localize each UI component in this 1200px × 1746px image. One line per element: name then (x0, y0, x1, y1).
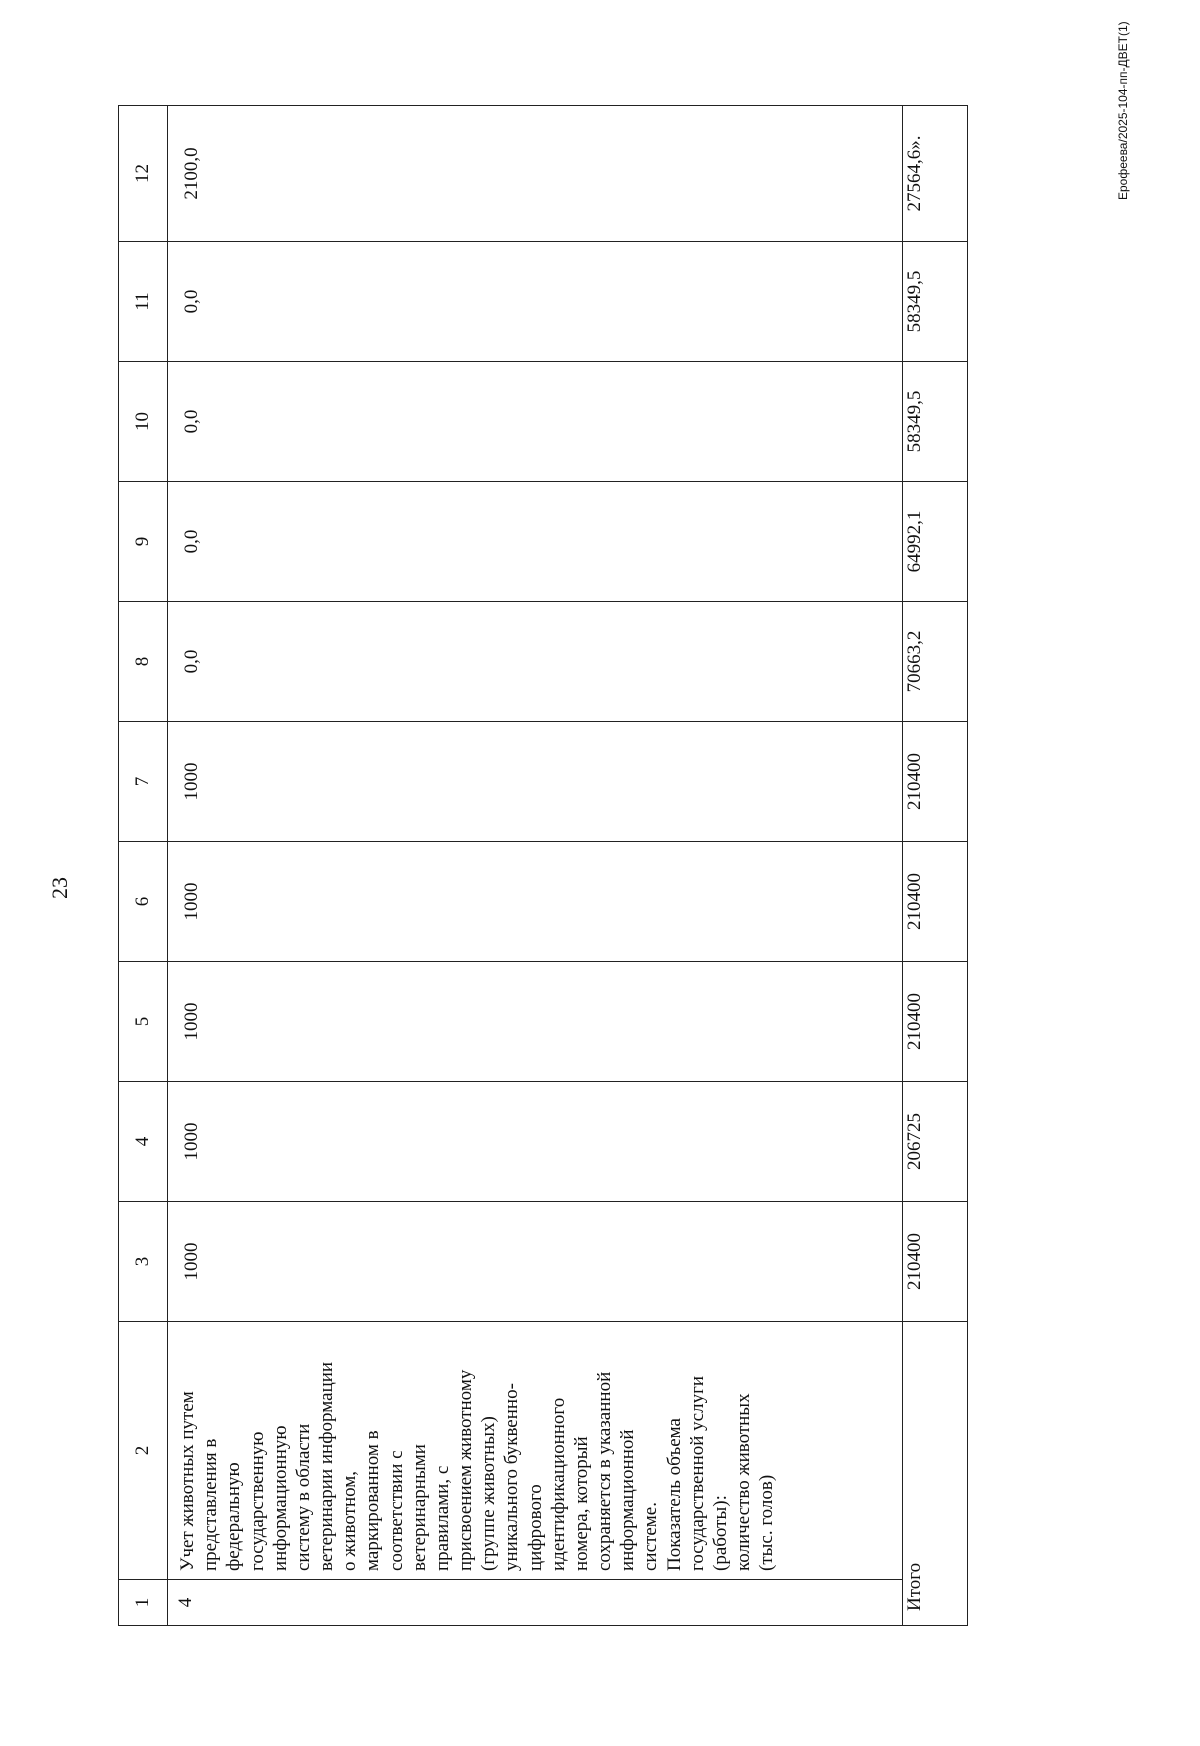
total-cell-8: 70663,2 (903, 602, 968, 722)
total-cell-3: 210400 (903, 1202, 968, 1322)
col-header-1: 1 (119, 1580, 168, 1626)
value-cell-3: 1000 (168, 1202, 903, 1322)
col-header-6: 6 (119, 842, 168, 962)
col-header-11: 11 (119, 242, 168, 362)
total-cell-5: 210400 (903, 962, 968, 1082)
description-line: сохраняется в указанной (594, 1371, 616, 1571)
budget-table (118, 105, 968, 1626)
total-cell-6: 210400 (903, 842, 968, 962)
description-line: системе. (640, 1502, 662, 1571)
document-code: Ерофеева/2025-104-пп-ДВЕТ(1) (1116, 21, 1130, 200)
total-cell-9: 64992,1 (903, 482, 968, 602)
value-cell-12: 2100,0 (168, 106, 903, 242)
description-line: о животном, (339, 1470, 361, 1571)
total-cell-10: 58349,5 (903, 362, 968, 482)
description-line: государственную (246, 1431, 268, 1571)
budget-table-container (118, 106, 998, 1626)
description-line: цифрового (524, 1484, 546, 1571)
col-header-7: 7 (119, 722, 168, 842)
total-row (903, 106, 968, 1626)
col-header-8: 8 (119, 602, 168, 722)
row-description (168, 1322, 903, 1580)
description-line: маркированном в (362, 1430, 384, 1571)
col-header-2: 2 (119, 1322, 168, 1580)
description-line: информационной (617, 1429, 639, 1571)
description-line: федеральную (223, 1462, 245, 1571)
description-line: (тыс. голов) (756, 1474, 778, 1571)
description-line: идентификационного (547, 1397, 569, 1571)
total-cell-4: 206725 (903, 1082, 968, 1202)
value-cell-8: 0,0 (168, 602, 903, 722)
description-line: уникального буквенно- (501, 1383, 523, 1571)
description-line: государственной услуги (686, 1375, 708, 1571)
value-cell-6: 1000 (168, 842, 903, 962)
description-line: Показатель объема (663, 1418, 685, 1571)
description-line: (группе животных) (478, 1416, 500, 1571)
description-line: представления в (200, 1438, 222, 1571)
description-line: (работы): (709, 1495, 731, 1571)
description-line: ветеринарными (408, 1444, 430, 1571)
col-header-12: 12 (119, 106, 168, 242)
page-number: 23 (47, 877, 72, 899)
col-header-4: 4 (119, 1082, 168, 1202)
col-header-5: 5 (119, 962, 168, 1082)
total-label: Итого (903, 1322, 968, 1626)
col-header-9: 9 (119, 482, 168, 602)
description-line: количество животных (733, 1393, 755, 1571)
description-line: соответствии с (385, 1450, 407, 1571)
col-header-3: 3 (119, 1202, 168, 1322)
value-cell-4: 1000 (168, 1082, 903, 1202)
description-line: информационную (269, 1425, 291, 1571)
description-line: присвоением животному (455, 1369, 477, 1571)
value-cell-7: 1000 (168, 722, 903, 842)
value-cell-10: 0,0 (168, 362, 903, 482)
description-line: правилами, с (431, 1465, 453, 1571)
value-cell-11: 0,0 (168, 242, 903, 362)
value-cell-5: 1000 (168, 962, 903, 1082)
total-cell-11: 58349,5 (903, 242, 968, 362)
row-index: 4 (168, 1580, 903, 1626)
col-header-10: 10 (119, 362, 168, 482)
table-row (168, 106, 903, 1626)
value-cell-9: 0,0 (168, 482, 903, 602)
description-line: систему в области (292, 1423, 314, 1571)
header-row (119, 106, 168, 1626)
total-cell-7: 210400 (903, 722, 968, 842)
description-line: Учет животных путем (177, 1391, 198, 1571)
description-line: ветеринарии информации (316, 1361, 338, 1571)
total-cell-12: 27564,6». (903, 106, 968, 242)
description-line: номера, который (570, 1436, 592, 1571)
